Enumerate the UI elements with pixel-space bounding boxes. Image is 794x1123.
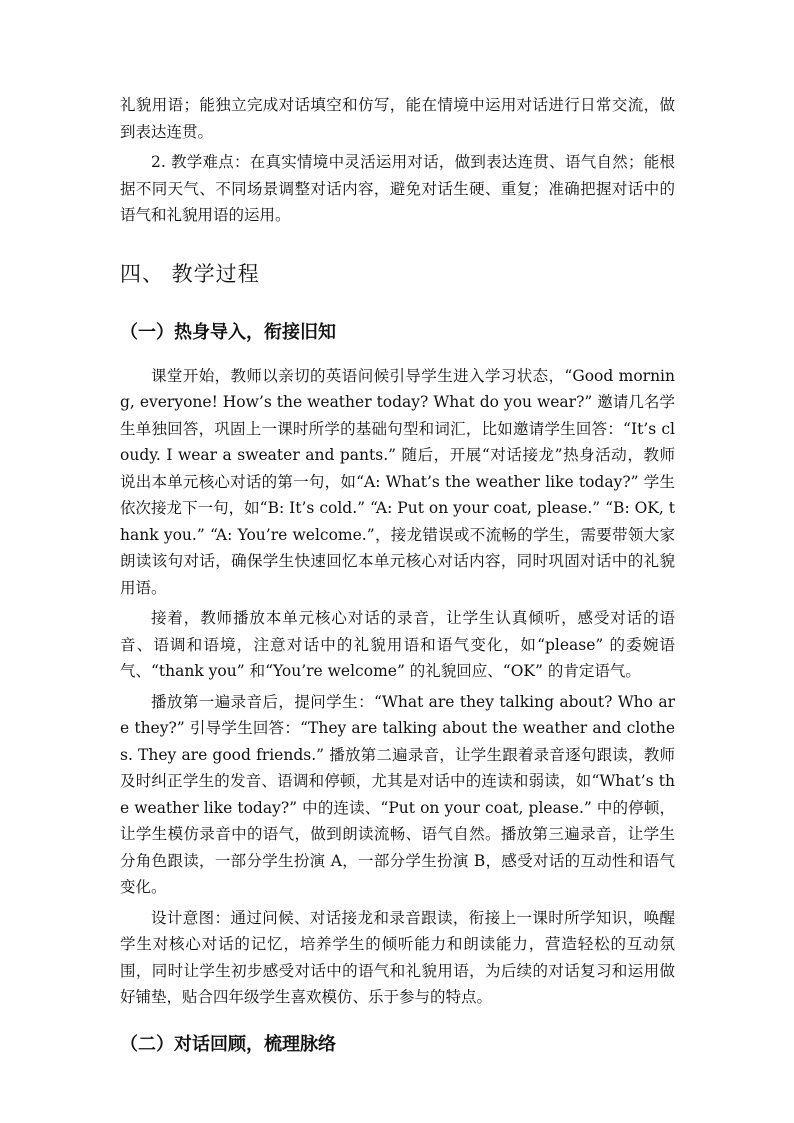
document-page [120,92,675,1075]
subsection-heading-dialogue-review: （二）对话回顾，梳理脉络 [120,1033,336,1055]
paragraph-recording-repetition: 播放第一遍录音后，提问学生：“What are they talking about? Who are they?” 引导学生回答：“They are talking about the weather and clothes. They are good friends.” 播放第二遍录音，让学生跟着录音逐句跟读，教师及时纠正学生的发音、语调和停顿，尤其是对话中的连读和弱读，如“What’s the weather like today?” 中的连读、“Put on your coat, please.” 中的停顿，让学生模仿录音中的语气，做到朗读流畅、语气自然。播放第三遍录音，让学生分角色跟读，一部分学生扮演 A，一部分学生扮演 B，感受对话的互动性和语气变化。 [120,692,675,896]
paragraph-design-intent: 设计意图：通过问候、对话接龙和录音跟读，衔接上一课时所学知识，唤醒学生对核心对话的记忆，培养学生的倾听能力和朗读能力，营造轻松的互动氛围，同时让学生初步感受对话中的语气和礼貌用语，为后续的对话复习和运用做好铺垫，贴合四年级学生喜欢模仿、乐于参与的特点。 [120,908,675,1006]
paragraph-objectives-continued: 礼貌用语；能独立完成对话填空和仿写，能在情境中运用对话进行日常交流，做到表达连贯。 [120,96,675,141]
paragraph-teaching-difficulties: 2. 教学难点：在真实情境中灵活运用对话，做到表达连贯、语气自然；能根据不同天气、不同场景调整对话内容，避免对话生硬、重复；准确把握对话中的语气和礼貌用语的运用。 [120,153,675,224]
subsection-heading-warm-up: （一）热身导入，衔接旧知 [120,321,336,343]
section-heading-teaching-process: 四、 教学过程 [120,261,260,286]
paragraph-recording-listening: 接着，教师播放本单元核心对话的录音，让学生认真倾听，感受对话的语音、语调和语境，注意对话中的礼貌用语和语气变化，如“please” 的委婉语气、“thank you” 和“You’re welcome” 的礼貌回应、“OK” 的肯定语气。 [120,609,675,680]
paragraph-warm-up-greeting: 课堂开始，教师以亲切的英语问候引导学生进入学习状态，“Good morning, everyone! How’s the weather today? What do you wear?” 邀请几名学生单独回答，巩固上一课时所学的基础句型和词汇，比如邀请学生回答：“It’s cloudy. I wear a sweater and pants.” 随后，开展“对话接龙”热身活动，教师说出本单元核心对话的第一句，如“A: What’s the weather like today?” 学生依次接龙下一句，如“B: It’s cold.” “A: Put on your coat, please.” “B: OK, thank you.” “A: You’re welcome.”，接龙错误或不流畅的学生，需要带领大家朗读该句对话，确保学生快速回忆本单元核心对话内容，同时巩固对话中的礼貌用语。 [120,366,675,597]
